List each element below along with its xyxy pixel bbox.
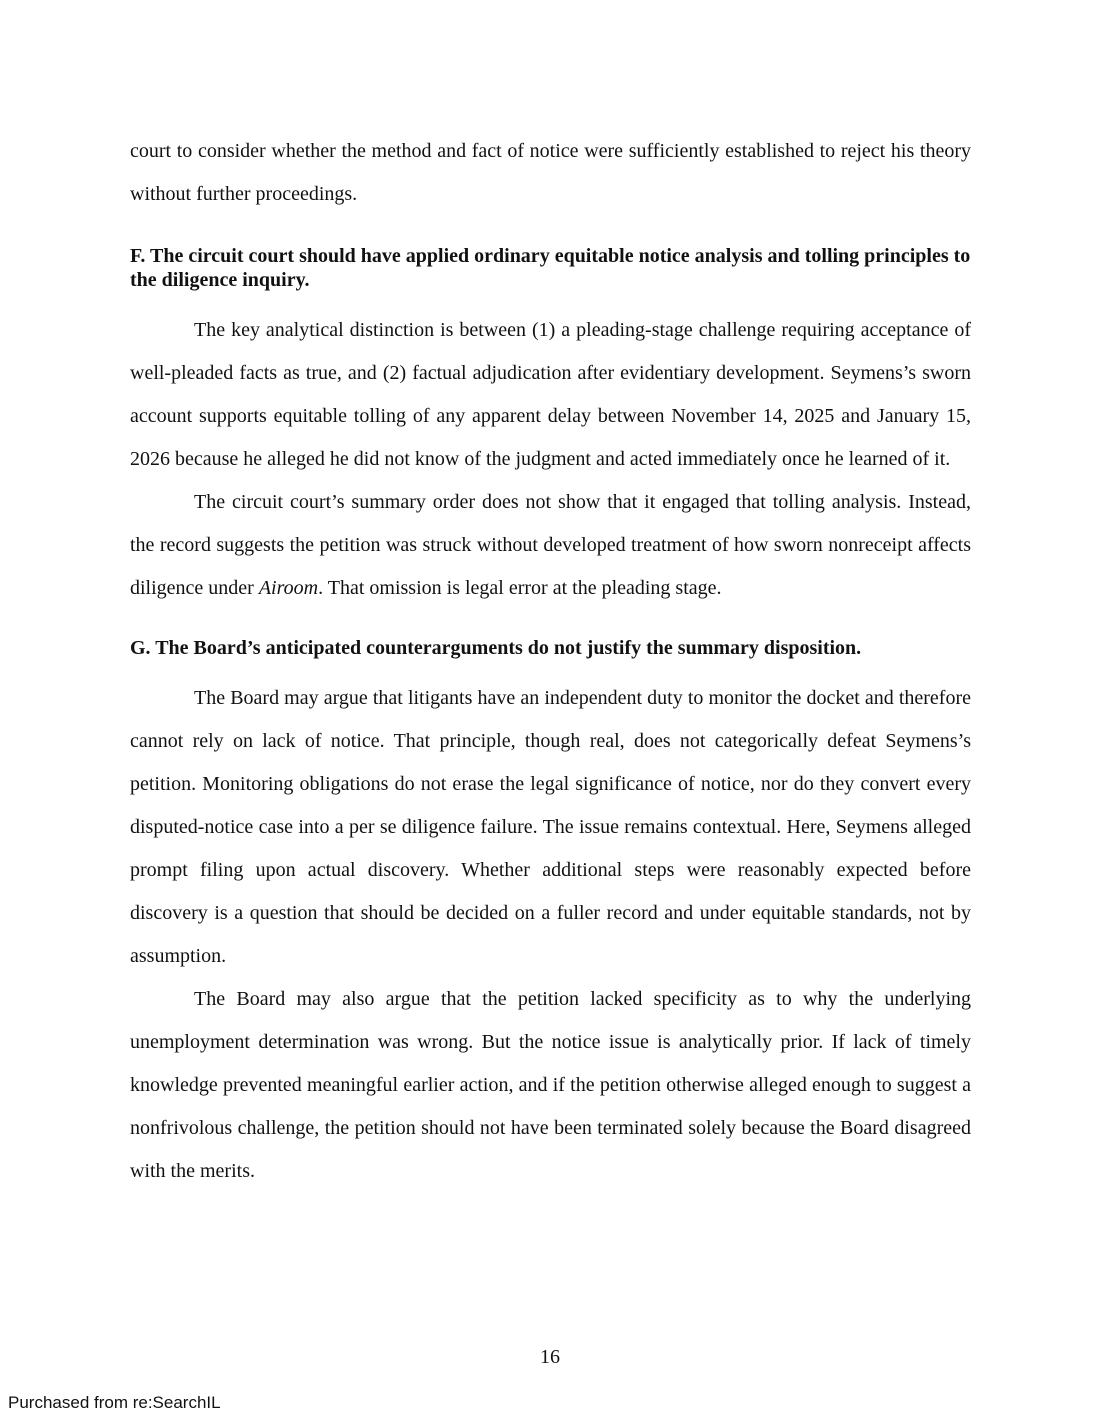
- paragraph-summary-order-text: The circuit court’s summary order does not show that it engaged that tolling analysis. Instead, the record suggests the petition was struck without developed treatment of how sworn nonreceipt affects diligence under: [130, 491, 971, 599]
- section-heading-g: G. The Board’s anticipated counterarguments do not justify the summary disposition.: [130, 637, 862, 659]
- document-page: [130, 130, 971, 1193]
- section-heading-f: F. The circuit court should have applied ordinary equitable notice analysis and tolling principles to the diligence inquiry.: [130, 245, 971, 291]
- purchase-watermark: Purchased from re:SearchIL: [8, 1393, 221, 1412]
- paragraph-analytical-distinction: The key analytical distinction is between (1) a pleading-stage challenge requiring acceptance of well-pleaded facts as true, and (2) factual adjudication after evidentiary development. Seymens’s sworn account supports equitable tolling of any apparent delay between November 14, 2025 and January 15, 2026 because he alleged he did not know of the judgment and acted immediately once he learned of it.: [130, 319, 971, 470]
- paragraph-duty-to-monitor: The Board may argue that litigants have an independent duty to monitor the docket and therefore cannot rely on lack of notice. That principle, though real, does not categorically defeat Seymens’s petition. Monitoring obligations do not erase the legal significance of notice, nor do they convert every disputed-notice case into a per se diligence failure. The issue remains contextual. Here, Seymens alleged prompt filing upon actual discovery. Whether additional steps were reasonably expected before discovery is a question that should be decided on a fuller record and under equitable standards, not by assumption.: [130, 687, 971, 967]
- paragraph-summary-order: [130, 481, 971, 610]
- paragraph-continued: court to consider whether the method and fact of notice were sufficiently established to reject his theory without further proceedings.: [130, 140, 971, 205]
- paragraph-specificity: The Board may also argue that the petition lacked specificity as to why the underlying unemployment determination was wrong. But the notice issue is analytically prior. If lack of timely knowledge prevented meaningful earlier action, and if the petition otherwise alleged enough to suggest a nonfrivolous challenge, the petition should not have been terminated solely because the Board disagreed with the merits.: [130, 988, 971, 1182]
- case-name-airoom: Airoom: [258, 577, 319, 599]
- page-number: 16: [540, 1346, 560, 1368]
- paragraph-summary-order-end: . That omission is legal error at the pleading stage.: [318, 577, 722, 599]
